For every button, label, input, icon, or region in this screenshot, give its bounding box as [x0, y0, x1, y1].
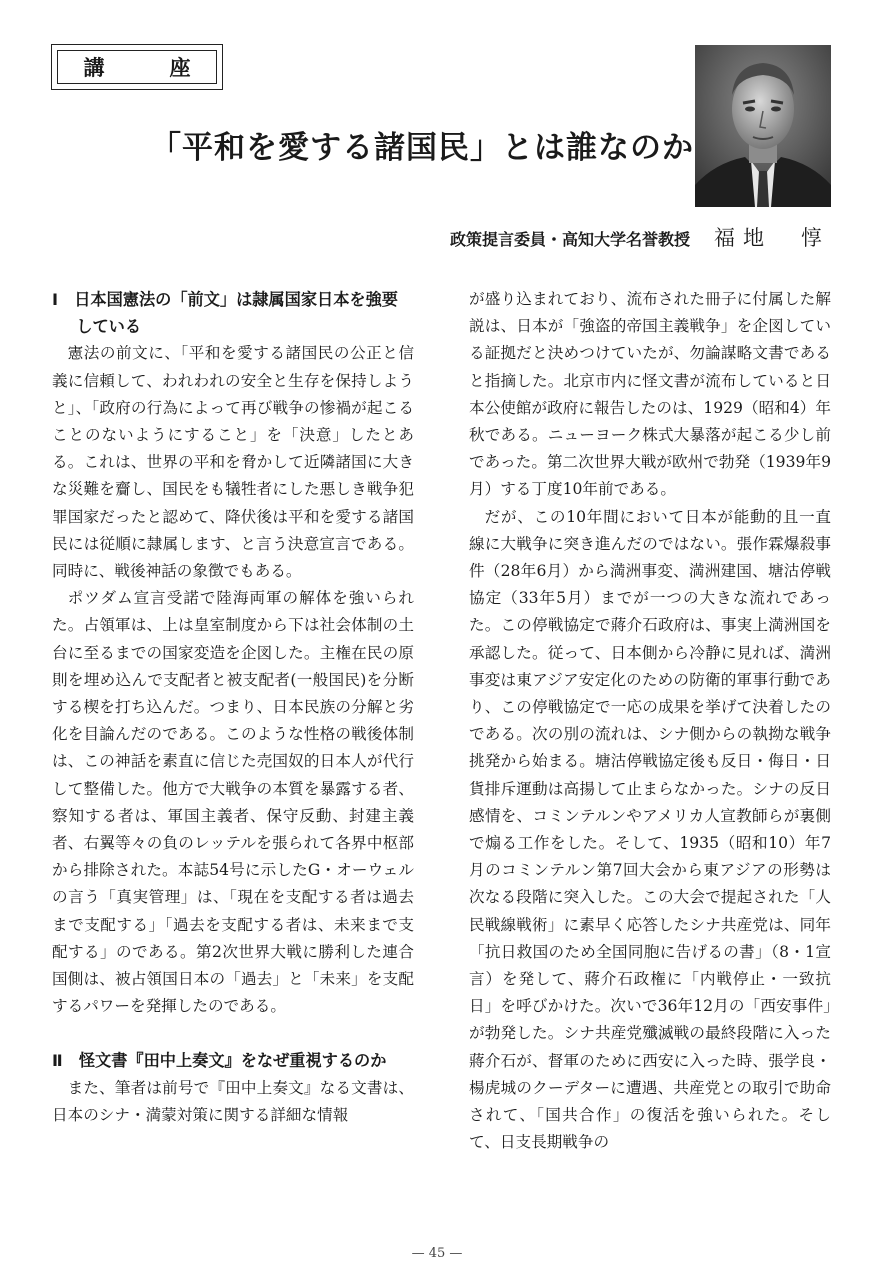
article-title: 「平和を愛する諸国民」とは誰なのか: [150, 130, 694, 166]
author-affiliation: 政策提言委員・高知大学名誉教授: [449, 230, 690, 249]
paragraph: また、筆者は前号で『田中上奏文』なる文書は、日本のシナ・満蒙対策に関する詳細な情報: [52, 1078, 414, 1124]
author-name: 福地 惇: [714, 226, 830, 250]
paragraph: が盛り込まれており、流布された冊子に付属した解説は、日本が「強盗的帝国主義戦争」を企図している証拠だと決めつけていたが、勿論謀略文書であると指摘した。北京市内に怪文書が流布していると日本公使館が政府に報告したのは、1929（昭和4）年秋である。ニューヨーク株式大暴落が起こる少し前であった。第二次世界大戦が欧州で勃発（1939年9月）する丁度10年前である。: [469, 290, 831, 499]
author-line: [450, 222, 830, 252]
author-portrait-image: [695, 45, 831, 207]
paragraph: 憲法の前文に、「平和を愛する諸国民の公正と信義に信頼して、われわれの安全と生存を保持しようと」、「政府の行為によって再び戦争の惨禍が起こることのないようにすること」を「決意」したとある。これは、世界の平和を脅かして近隣諸国に大きな災難を齎し、国民をも犠牲者にした悪しき戦争犯罪国家だったと認めて、降伏後は平和を愛する諸国民には従順に隷属します、と言う決意宣言である。同時に、戦後神話の象徴でもある。: [52, 344, 414, 581]
section-label-box: [51, 44, 223, 90]
section-label: 講 座: [57, 50, 217, 84]
section-heading-2: Ⅱ 怪文書『田中上奏文』をなぜ重視するのか: [52, 1051, 387, 1071]
paragraph: ポツダム宣言受諾で陸海両軍の解体を強いられた。占領軍は、上は皇室制度から下は社会体制の土台に至るまでの国家変造を企図した。主権在民の原則を埋め込んで支配者と被支配者(一般国民)を分断する楔を打ち込んだ。つまり、日本民族の分解と劣化を目論んだのである。このような性格の戦後体制は、この神話を素直に信じた売国奴的日本人が代行して整備した。他方で大戦争の本質を暴露する者、察知する者は、軍国主義者、保守反動、封建主義者、右翼等々の負のレッテルを張られて各界中枢部から排除された。本誌54号に示したG・オーウェルの言う「真実管理」は、「現在を支配する者は過去まで支配する」「過去を支配する者は、未来まで支配する」のである。第2次世界大戦に勝利した連合国側は、被占領国日本の「過去」と「未来」を支配するパワーを発揮したのである。: [52, 589, 414, 1016]
left-column: [52, 286, 414, 1129]
right-column: [469, 286, 831, 1157]
section-heading-1: Ⅰ 日本国憲法の「前文」は隷属国家日本を強要している: [52, 290, 398, 337]
paragraph: だが、この10年間において日本が能動的且一直線に大戦争に突き進んだのではない。張作霖爆殺事件（28年6月）から満洲事変、満洲建国、塘沽停戦協定（33年5月）までが一つの大きな流れであった。この停戦協定で蔣介石政府は、事実上満洲国を承認した。従って、日本側から冷静に見れば、満洲事変は東アジア安定化のための防衛的軍事行動であり、この停戦協定で一応の成果を挙げて決着したのである。次の別の流れは、シナ側からの執拗な戦争挑発から始まる。塘沽停戦協定後も反日・侮日・日貨排斥運動は高揚して止まらなかった。シナの反日感情を、コミンテルンやアメリカ人宣教師らが裏側で煽る工作をした。そして、1935（昭和10）年7月のコミンテルン第7回大会から東アジアの形勢は次なる段階に突入した。この大会で提起された「人民戦線戦術」に素早く応答したシナ共産党は、同年「抗日救国のため全国同胞に告げるの書」（8・1宣言）を発して、蔣介石政権に「内戦停止・一致抗日」を呼びかけた。次いで36年12月の「西安事件」が勃発した。シナ共産党殲滅戦の最終段階に入った蔣介石が、督軍のために西安に入った時、張学良・楊虎城のクーデターに遭遇、共産党との取引で助命されて、「国共合作」の復活を強いられた。そして、日支長期戦争の: [469, 507, 831, 1152]
author-photo: [695, 45, 831, 207]
page-number: — 45 —: [411, 1246, 463, 1261]
